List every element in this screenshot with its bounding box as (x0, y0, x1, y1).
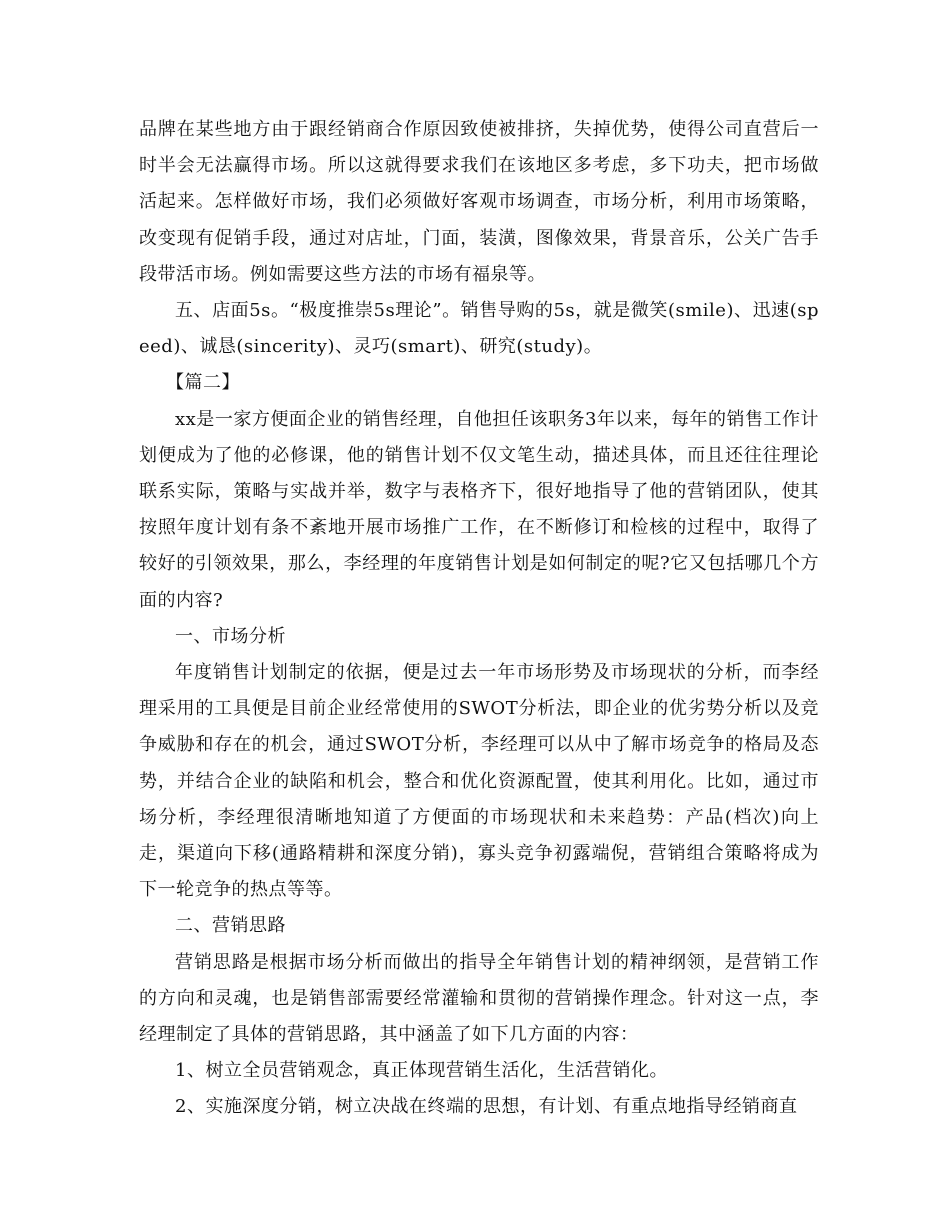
section-heading-part-two: 【篇二】 (166, 372, 240, 394)
paragraph-marketing-ideas: 营销思路是根据市场分析而做出的指导全年销售计划的精神纲领，是营销工作的方向和灵魂，也是销售部需要经常灌输和贯彻的营销操作理念。针对这一点，李经理制定了具体的营销思路，其中涵盖了如下几方面的内容： (139, 951, 819, 1046)
document-body (139, 112, 819, 1126)
paragraph-market-analysis: 年度销售计划制定的依据，便是过去一年市场形势及市场现状的分析，而李经理采用的工具便是目前企业经常使用的SWOT分析法，即企业的优劣势分析以及竞争威胁和存在的机会，通过SWOT分析，李经理可以从中了解市场竞争的格局及态势，并结合企业的缺陷和机会，整合和优化资源配置，使其利用化。比如，通过市场分析，李经理很清晰地知道了方便面的市场现状和未来趋势：产品(档次)向上走，渠道向下移(通路精耕和深度分销)，寡头竞争初露端倪，营销组合策略将成为下一轮竞争的热点等等。 (139, 662, 819, 901)
paragraph-store-5s: 五、店面5s。“极度推崇5s理论”。销售导购的5s，就是微笑(smile)、迅速(speed)、诚恳(sincerity)、灵巧(smart)、研究(study)。 (139, 300, 819, 358)
heading-marketing-ideas: 二、营销思路 (175, 915, 286, 937)
paragraph-intro-manager: xx是一家方便面企业的销售经理，自他担任该职务3年以来，每年的销售工作计划便成为了他的必修课，他的销售计划不仅文笔生动，描述具体，而且还往往理论联系实际，策略与实战并举，数字与表格齐下，很好地指导了他的营销团队，使其按照年度计划有条不紊地开展市场推广工作，在不断修订和检核的过程中，取得了较好的引领效果，那么，李经理的年度销售计划是如何制定的呢?它又包括哪几个方面的内容? (139, 408, 819, 611)
heading-market-analysis: 一、市场分析 (175, 625, 286, 647)
list-item-1: 1、树立全员营销观念，真正体现营销生活化，生活营销化。 (175, 1060, 668, 1082)
paragraph-continued-market: 品牌在某些地方由于跟经销商合作原因致使被排挤，失掉优势，使得公司直营后一时半会无法赢得市场。所以这就得要求我们在该地区多考虑，多下功夫，把市场做活起来。怎样做好市场，我们必须做好客观市场调查，市场分析，利用市场策略，改变现有促销手段，通过对店址，门面，装潢，图像效果，背景音乐，公关广告手段带活市场。例如需要这些方法的市场有福泉等。 (139, 119, 819, 285)
list-item-2: 2、实施深度分销，树立决战在终端的思想，有计划、有重点地指导经销商直 (175, 1096, 798, 1118)
